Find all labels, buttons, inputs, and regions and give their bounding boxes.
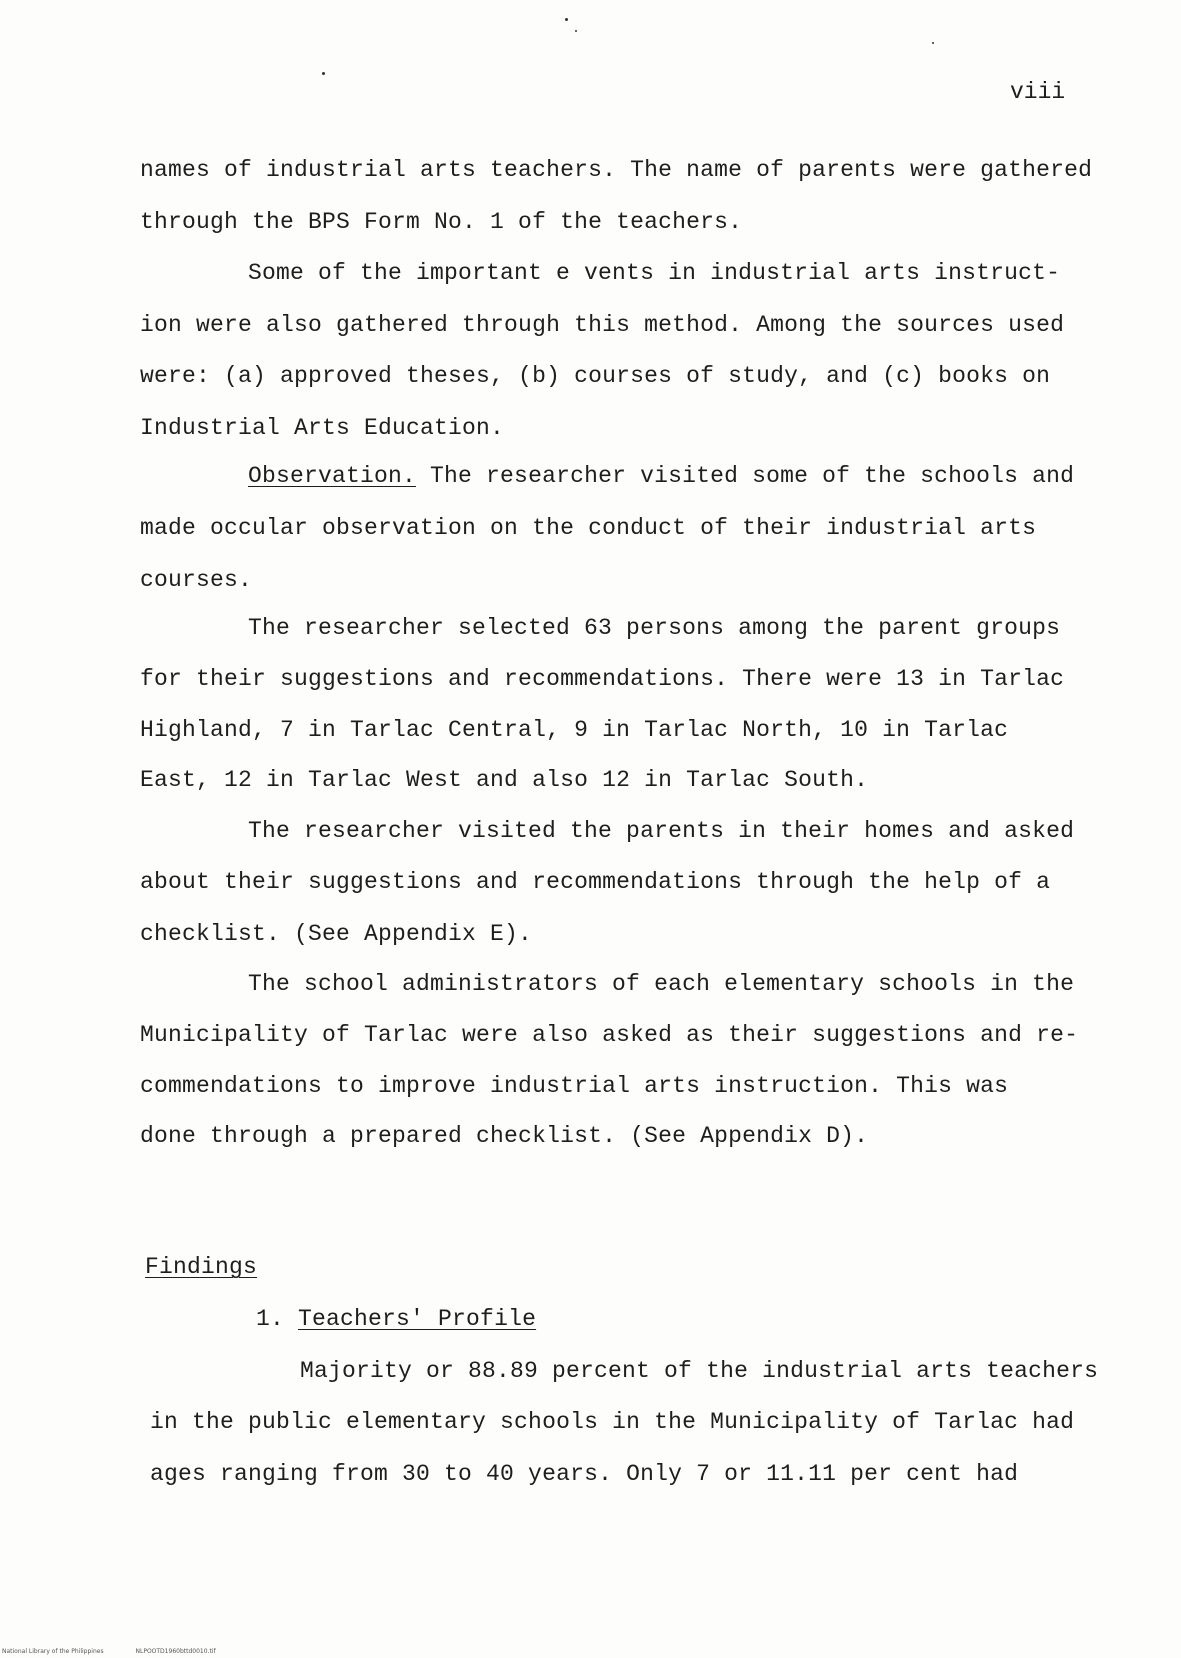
text-line-23: in the public elementary schools in the Municipality of Tarlac had — [150, 1409, 1075, 1435]
text-line-20: done through a prepared checklist. (See Appendix D). — [140, 1123, 869, 1149]
text-line-18: Municipality of Tarlac were also asked as their suggestions and re- — [140, 1022, 1079, 1048]
observation-heading: Observation. — [248, 463, 417, 489]
text-line-6: Industrial Arts Education. — [140, 415, 505, 441]
findings-heading: Findings — [145, 1254, 258, 1280]
text-line-13: East, 12 in Tarlac West and also 12 in Tarlac South. — [140, 767, 869, 793]
text-line-16: checklist. (See Appendix E). — [140, 921, 533, 947]
scan-speck — [565, 18, 568, 21]
page-number: viii — [1010, 79, 1066, 105]
text-line-10: The researcher selected 63 persons among the parent groups — [248, 615, 1061, 641]
text-line-22: Majority or 88.89 percent of the industrial arts teachers — [300, 1358, 1099, 1384]
text-line-15: about their suggestions and recommendations through the help of a — [140, 869, 1051, 895]
text-line-11: for their suggestions and recommendations. There were 13 in Tarlac — [140, 666, 1065, 692]
text-line-3: Some of the important e vents in industrial arts instruct- — [248, 260, 1061, 286]
scan-speck — [575, 30, 577, 32]
text-line-24: ages ranging from 30 to 40 years. Only 7 or 11.11 per cent had — [150, 1461, 1019, 1487]
teachers-profile-heading: Teachers' Profile — [298, 1306, 537, 1332]
text-line-19: commendations to improve industrial arts instruction. This was — [140, 1073, 1009, 1099]
text-line-17: The school administrators of each elementary schools in the — [248, 971, 1075, 997]
profile-number: 1. — [256, 1306, 285, 1332]
scan-speck — [322, 72, 325, 75]
footer-library: National Library of the Philippines — [2, 1648, 104, 1655]
scan-speck — [932, 42, 934, 44]
text-line-5: were: (a) approved theses, (b) courses of study, and (c) books on — [140, 363, 1051, 389]
text-line-4: ion were also gathered through this method. Among the sources used — [140, 312, 1065, 338]
observation-paragraph-line — [248, 462, 1074, 490]
text-line-8: made occular observation on the conduct of their industrial arts — [140, 515, 1037, 541]
footer-file: NLPOOTD1960bttd0010.tif — [135, 1648, 216, 1655]
text-line-7: The researcher visited some of the schools and — [430, 463, 1075, 489]
text-line-1: names of industrial arts teachers. The name of parents were gathered — [140, 157, 1093, 183]
text-line-14: The researcher visited the parents in their homes and asked — [248, 818, 1075, 844]
text-line-9: courses. — [140, 567, 253, 593]
scan-footer — [2, 1648, 216, 1656]
text-line-2: through the BPS Form No. 1 of the teachers. — [140, 209, 743, 235]
text-line-12: Highland, 7 in Tarlac Central, 9 in Tarlac North, 10 in Tarlac — [140, 717, 1009, 743]
teachers-profile-heading-line — [256, 1305, 536, 1333]
